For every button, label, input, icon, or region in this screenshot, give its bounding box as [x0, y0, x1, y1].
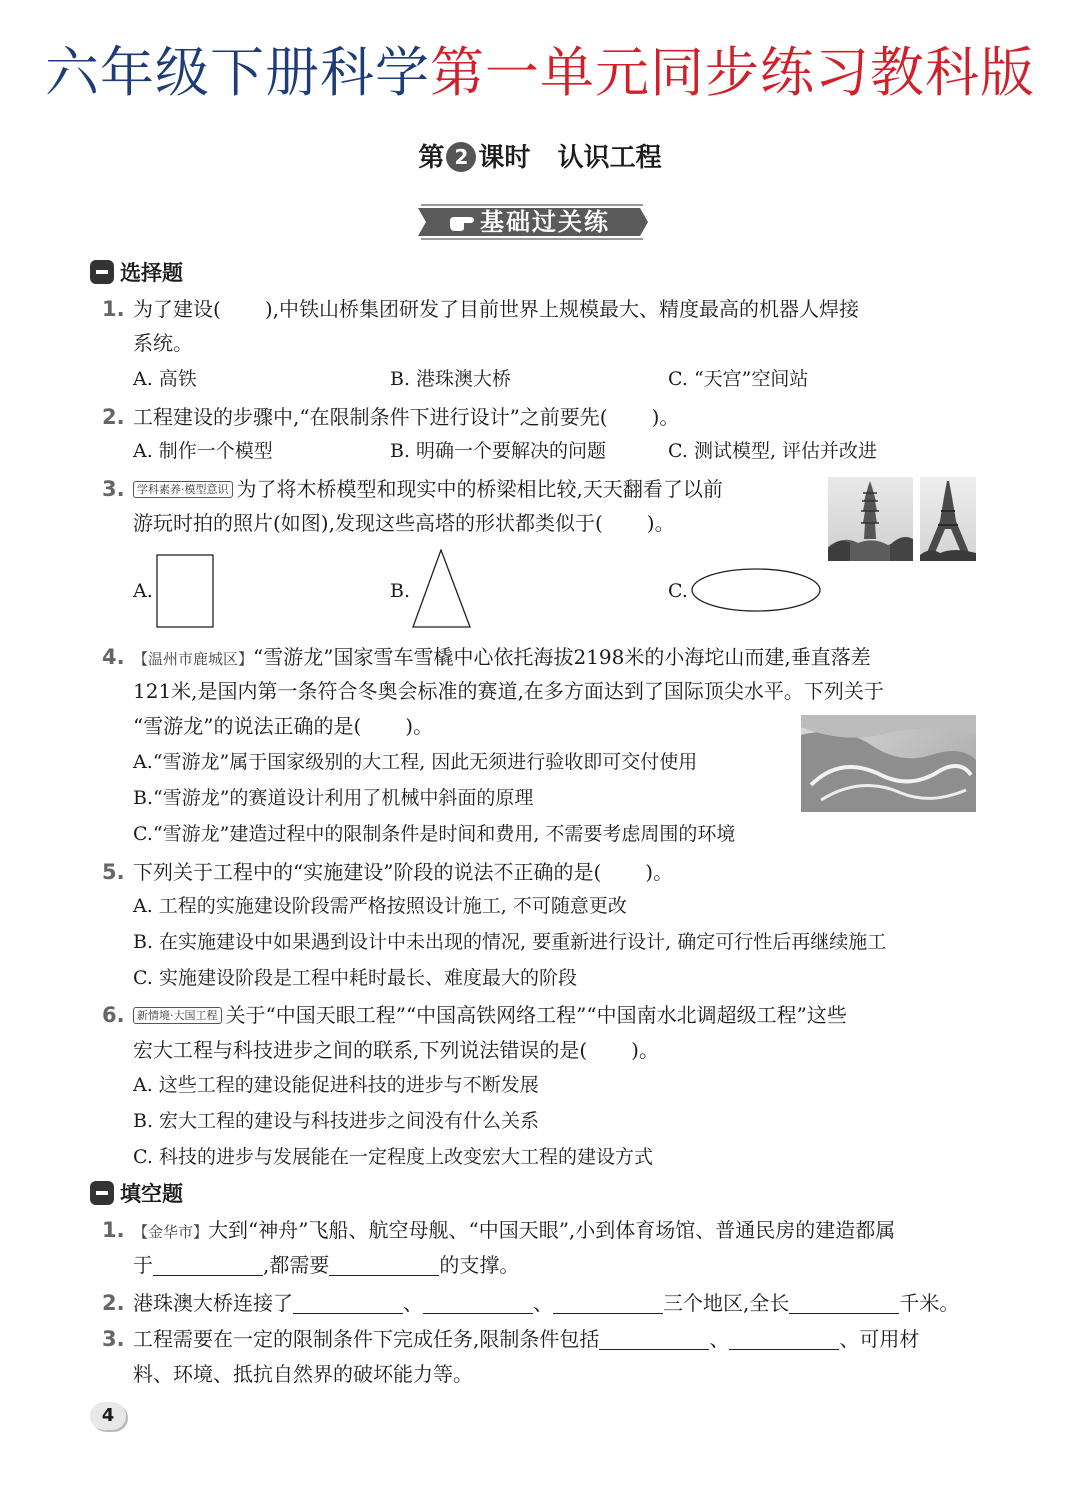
- question-text: [133, 709, 433, 743]
- question-number: 4.: [102, 645, 125, 669]
- question-text: [133, 1322, 919, 1356]
- question-tag: 学科素养·模型意识: [133, 481, 233, 498]
- question-text-part: )。: [631, 1038, 659, 1062]
- question-text: [133, 292, 859, 326]
- question-text-part: 下列关于工程中的“实施建设”阶段的说法不正确的是(: [133, 860, 602, 884]
- question-region-tag: 【金华市】: [133, 1223, 209, 1241]
- section-badge-icon: [90, 260, 114, 284]
- question-text: [133, 472, 723, 506]
- question-text: [133, 1286, 959, 1320]
- question-text: [133, 1213, 895, 1249]
- lesson-name: 认识工程: [557, 143, 662, 173]
- section-fill-in-heading: [90, 1179, 183, 1209]
- section-title: 选择题: [120, 261, 183, 285]
- question-text-part: 关于“中国天眼工程”“中国高铁网络工程”“中国南水北调超级工程”这些: [225, 1003, 847, 1027]
- question-text: 料、环境、抵抗自然界的破坏能力等。: [133, 1362, 473, 1386]
- option-a[interactable]: A.“雪游龙”属于国家级别的大工程, 因此无须进行验收即可交付使用: [133, 751, 698, 773]
- fill-blank[interactable]: [599, 1327, 709, 1350]
- title-part-grade: 六年级下册科学: [45, 41, 430, 104]
- lesson-suffix: 课时: [478, 143, 531, 173]
- option-a[interactable]: A. 工程的实施建设阶段需严格按照设计施工, 不可随意更改: [133, 895, 627, 917]
- pagoda-photo: [828, 477, 913, 561]
- question-text-part: 工程建设的步骤中,“在限制条件下进行设计”之前要先(: [133, 405, 608, 429]
- option-b[interactable]: B.: [390, 580, 411, 602]
- fill-blank[interactable]: [329, 1253, 439, 1276]
- lesson-prefix: 第: [418, 143, 445, 173]
- question-text-part: 游玩时拍的照片(如图),发现这些高塔的形状都类似于(: [133, 511, 603, 535]
- question-text-part: 工程需要在一定的限制条件下完成任务,限制条件包括: [133, 1327, 600, 1351]
- lesson-number-badge: 2: [446, 142, 476, 172]
- fill-blank[interactable]: [153, 1253, 263, 1276]
- fill-blank[interactable]: [423, 1291, 533, 1314]
- question-text-part: ),中铁山桥集团研发了目前世界上规模最大、精度最高的机器人焊接: [264, 297, 859, 321]
- option-c[interactable]: C.: [668, 580, 688, 602]
- question-text: [133, 998, 847, 1032]
- question-text: [133, 855, 673, 889]
- question-text-part: 千米。: [899, 1291, 960, 1315]
- option-b[interactable]: B. 港珠澳大桥: [390, 368, 512, 390]
- ellipse-shape-option[interactable]: [690, 567, 822, 613]
- fill-blank[interactable]: [789, 1291, 899, 1314]
- question-text-part: 、可用材: [839, 1327, 920, 1351]
- section-multiple-choice-heading: [90, 258, 183, 288]
- option-a[interactable]: A. 这些工程的建设能促进科技的进步与不断发展: [133, 1074, 539, 1096]
- pointing-hand-icon: [448, 211, 476, 233]
- fill-blank[interactable]: [293, 1291, 403, 1314]
- option-c[interactable]: C. “天宫”空间站: [668, 368, 809, 390]
- question-text-part: 、: [533, 1291, 553, 1315]
- question-text: [133, 506, 675, 540]
- question-text-part: )。: [646, 511, 675, 535]
- question-text: [133, 1248, 519, 1282]
- question-text-part: 于: [133, 1253, 153, 1277]
- question-text-part: 大到“神舟”飞船、航空母舰、“中国天眼”,小到体育场馆、普通民房的建造都属: [208, 1218, 896, 1242]
- question-text-part: )。: [651, 405, 680, 429]
- lesson-heading: [0, 138, 1080, 178]
- document-title: [0, 38, 1080, 108]
- question-text-part: 港珠澳大桥连接了: [133, 1291, 293, 1315]
- question-number: 5.: [102, 860, 125, 884]
- rectangle-shape-option[interactable]: [156, 554, 214, 628]
- question-text: 121米,是国内第一条符合冬奥会标准的赛道,在多方面达到了国际顶尖水平。下列关于: [133, 679, 884, 703]
- question-text-part: 、: [709, 1327, 730, 1351]
- section-title: 填空题: [120, 1182, 183, 1206]
- option-a[interactable]: A. 高铁: [133, 368, 197, 390]
- question-number: 3.: [102, 1327, 125, 1351]
- title-part-unit: 第一单元同步练习教科版: [430, 41, 1035, 104]
- question-text-part: “雪游龙”的说法正确的是(: [133, 714, 362, 738]
- question-number: 1.: [102, 1218, 125, 1242]
- question-text-part: 为了建设(: [133, 297, 221, 321]
- question-text-part: 、: [403, 1291, 423, 1315]
- option-b[interactable]: B.“雪游龙”的赛道设计利用了机械中斜面的原理: [133, 787, 534, 809]
- page-number: 4: [90, 1402, 126, 1430]
- option-c[interactable]: C.“雪游龙”建造过程中的限制条件是时间和费用, 不需要考虑周围的环境: [133, 823, 736, 845]
- option-c[interactable]: C. 科技的进步与发展能在一定程度上改变宏大工程的建设方式: [133, 1146, 653, 1168]
- section-badge-icon: [90, 1181, 114, 1205]
- question-text-part: 宏大工程与科技进步之间的联系,下列说法错误的是(: [133, 1038, 588, 1062]
- question-number: 6.: [102, 1003, 125, 1027]
- snow-track-aerial-photo: [801, 715, 976, 812]
- option-b[interactable]: B. 明确一个要解决的问题: [390, 440, 607, 462]
- question-number: 2.: [102, 1291, 125, 1315]
- question-text: [133, 400, 679, 434]
- option-a[interactable]: A.: [133, 580, 153, 602]
- question-text-part: 为了将木桥模型和现实中的桥梁相比较,天天翻看了以前: [236, 477, 723, 501]
- question-text: [133, 640, 871, 676]
- question-number: 3.: [102, 477, 125, 501]
- triangle-shape-option[interactable]: [412, 549, 472, 629]
- question-number: 2.: [102, 405, 125, 429]
- option-a[interactable]: A. 制作一个模型: [133, 440, 273, 462]
- question-text-part: 的支撑。: [439, 1253, 520, 1277]
- question-text: 系统。: [133, 331, 193, 355]
- option-c[interactable]: C. 测试模型, 评估并改进: [668, 440, 878, 462]
- banner-label: 基础过关练: [480, 208, 610, 236]
- question-text-part: 三个地区,全长: [663, 1291, 790, 1315]
- fill-blank[interactable]: [553, 1291, 663, 1314]
- question-text-part: )。: [645, 860, 674, 884]
- eiffel-tower-photo: [920, 477, 976, 561]
- option-b[interactable]: B. 在实施建设中如果遇到设计中未出现的情况, 要重新进行设计, 确定可行性后再继续施工: [133, 931, 887, 953]
- question-number: 1.: [102, 297, 125, 321]
- question-tag: 新情境·大国工程: [133, 1007, 222, 1024]
- question-region-tag: 【温州市鹿城区】: [133, 650, 254, 668]
- question-text-part: “雪游龙”国家雪车雪橇中心依托海拔2198米的小海坨山而建,垂直落差: [253, 645, 871, 669]
- question-text-part: )。: [405, 714, 434, 738]
- practice-banner: [418, 204, 648, 240]
- option-c[interactable]: C. 实施建设阶段是工程中耗时最长、难度最大的阶段: [133, 967, 577, 989]
- question-text-part: ,都需要: [263, 1253, 330, 1277]
- fill-blank[interactable]: [729, 1327, 839, 1350]
- option-b[interactable]: B. 宏大工程的建设与科技进步之间没有什么关系: [133, 1110, 540, 1132]
- question-text: [133, 1033, 659, 1067]
